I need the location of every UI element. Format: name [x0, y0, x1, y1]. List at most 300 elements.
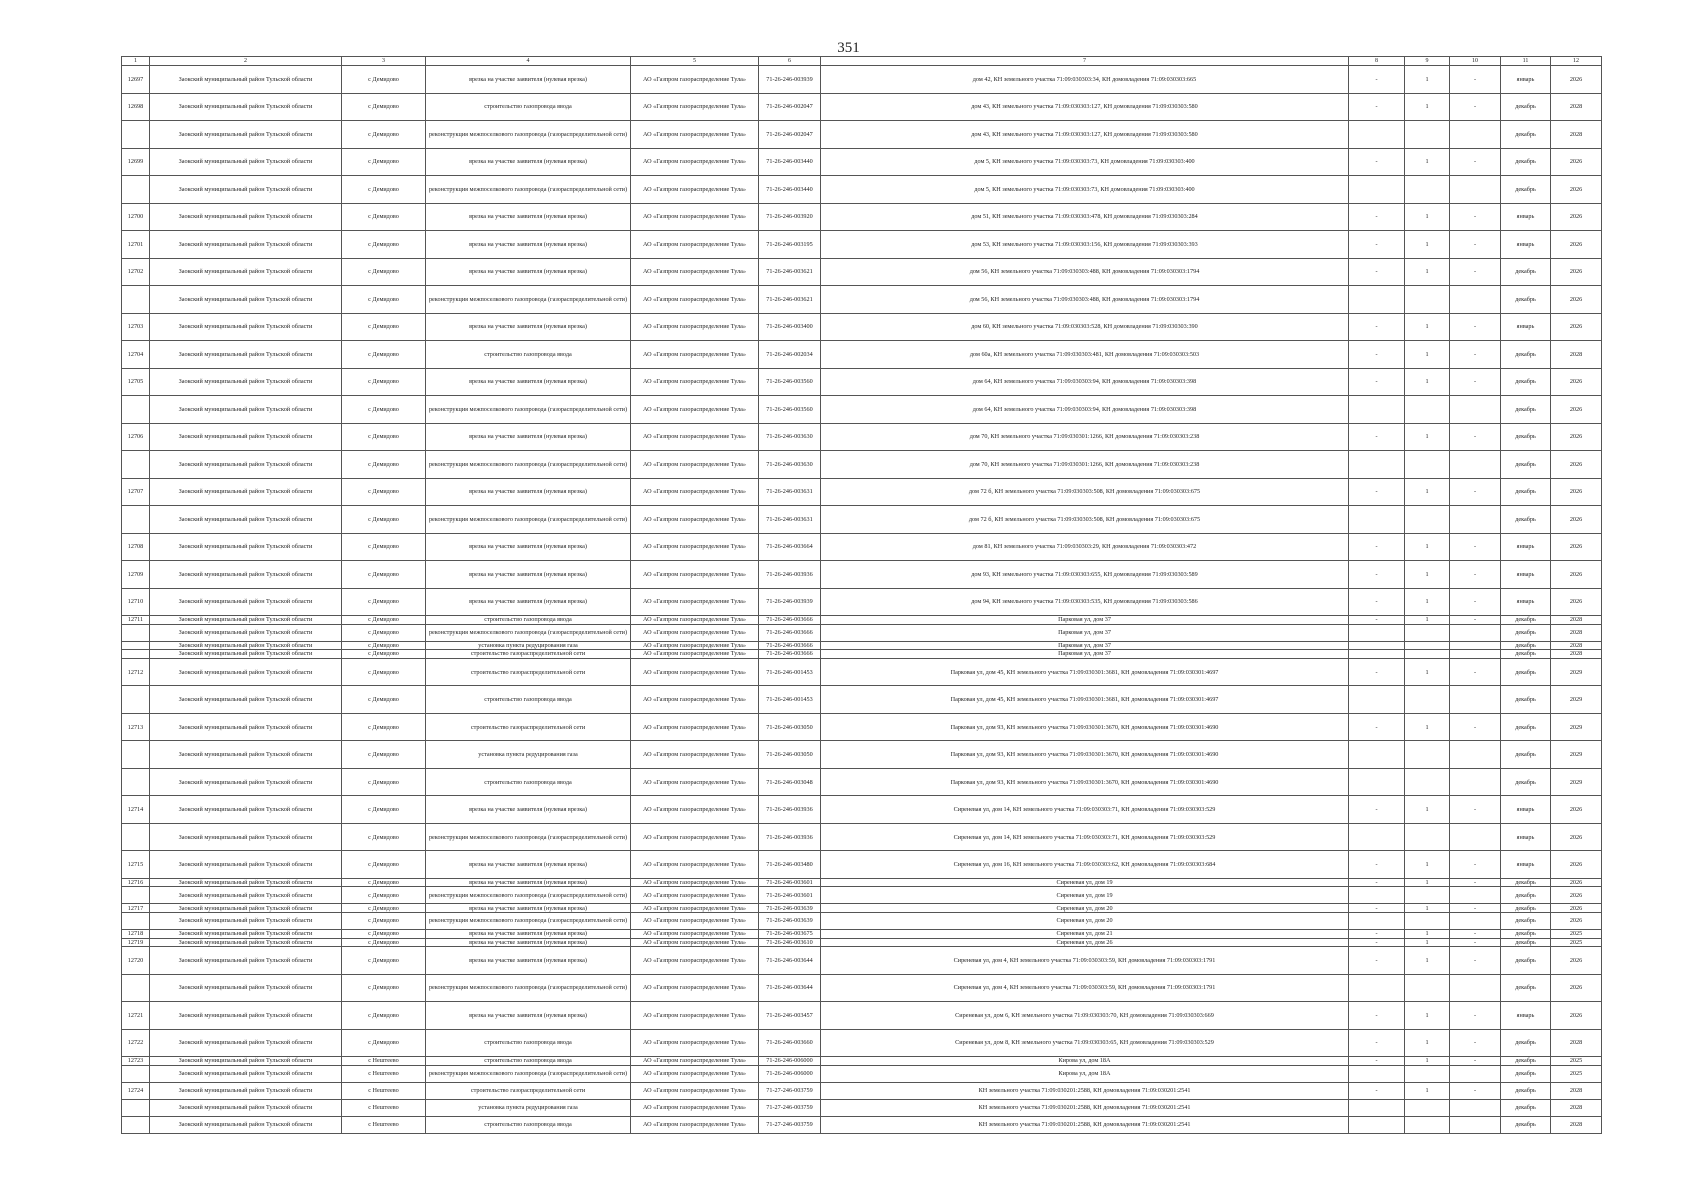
address-cell: Сиреневая ул, дом 19: [821, 887, 1349, 904]
table-row: [122, 451, 1602, 479]
application-number-cell: 71-26-246-003440: [759, 148, 821, 176]
organization-cell: АО «Газпром газораспределение Тула»: [631, 1082, 759, 1099]
work-type-cell: строительство газопровода ввода: [426, 1116, 631, 1133]
col-8-cell: -: [1349, 313, 1405, 341]
col-9-cell: 1: [1405, 231, 1450, 259]
organization-cell: АО «Газпром газораспределение Тула»: [631, 66, 759, 94]
address-cell: Парковая ул, дом 37: [821, 641, 1349, 650]
settlement-cell: с Демидово: [342, 533, 426, 561]
col-10-cell: -: [1450, 561, 1501, 589]
application-number-cell: 71-26-246-003666: [759, 624, 821, 641]
application-number-cell: 71-26-246-003610: [759, 938, 821, 947]
month-cell: декабрь: [1501, 1099, 1551, 1116]
application-number-cell: 71-26-246-001453: [759, 658, 821, 686]
organization-cell: АО «Газпром газораспределение Тула»: [631, 341, 759, 369]
row-number-cell: 12704: [122, 341, 150, 369]
year-cell: 2026: [1551, 974, 1602, 1002]
work-type-cell: врезка на участке заявителя (нулевая врезка): [426, 231, 631, 259]
month-cell: январь: [1501, 796, 1551, 824]
col-8-cell: -: [1349, 904, 1405, 913]
col-10-cell: [1450, 506, 1501, 534]
row-number-cell: 12702: [122, 258, 150, 286]
row-number-cell: [122, 451, 150, 479]
col-10-cell: [1450, 624, 1501, 641]
settlement-cell: с Нештеево: [342, 1082, 426, 1099]
work-type-cell: врезка на участке заявителя (нулевая врезка): [426, 148, 631, 176]
work-type-cell: врезка на участке заявителя (нулевая врезка): [426, 561, 631, 589]
application-number-cell: 71-26-246-003601: [759, 887, 821, 904]
table-row: [122, 974, 1602, 1002]
column-header-7: 7: [821, 57, 1349, 66]
col-10-cell: [1450, 912, 1501, 929]
district-cell: Заокский муниципальный район Тульской области: [150, 506, 342, 534]
organization-cell: АО «Газпром газораспределение Тула»: [631, 121, 759, 149]
row-number-cell: 12710: [122, 588, 150, 616]
work-type-cell: строительство газопровода ввода: [426, 1057, 631, 1066]
application-number-cell: 71-26-246-003560: [759, 368, 821, 396]
application-number-cell: 71-26-246-003631: [759, 478, 821, 506]
row-number-cell: 12713: [122, 713, 150, 741]
col-8-cell: [1349, 741, 1405, 769]
settlement-cell: с Демидово: [342, 947, 426, 975]
settlement-cell: с Демидово: [342, 929, 426, 938]
settlement-cell: с Демидово: [342, 823, 426, 851]
month-cell: декабрь: [1501, 878, 1551, 887]
row-number-cell: [122, 823, 150, 851]
col-8-cell: [1349, 121, 1405, 149]
month-cell: декабрь: [1501, 641, 1551, 650]
month-cell: декабрь: [1501, 713, 1551, 741]
month-cell: декабрь: [1501, 938, 1551, 947]
organization-cell: АО «Газпром газораспределение Тула»: [631, 887, 759, 904]
table-row: [122, 93, 1602, 121]
work-type-cell: врезка на участке заявителя (нулевая врезка): [426, 929, 631, 938]
work-type-cell: врезка на участке заявителя (нулевая врезка): [426, 1002, 631, 1030]
settlement-cell: с Демидово: [342, 938, 426, 947]
col-8-cell: -: [1349, 368, 1405, 396]
work-type-cell: установка пункта редуцирования газа: [426, 741, 631, 769]
row-number-cell: 12718: [122, 929, 150, 938]
address-cell: Сиреневая ул, дом 14, КН земельного участка 71:09:030303:71, КН домовладения 71:09:030303:529: [821, 823, 1349, 851]
table-header: [122, 57, 1602, 66]
address-cell: дом 5, КН земельного участка 71:09:030303:73, КН домовладения 71:09:030303:400: [821, 148, 1349, 176]
month-cell: декабрь: [1501, 616, 1551, 625]
col-10-cell: [1450, 741, 1501, 769]
district-cell: Заокский муниципальный район Тульской области: [150, 912, 342, 929]
year-cell: 2026: [1551, 506, 1602, 534]
col-8-cell: -: [1349, 947, 1405, 975]
row-number-cell: 12697: [122, 66, 150, 94]
row-number-cell: [122, 741, 150, 769]
year-cell: 2026: [1551, 904, 1602, 913]
year-cell: 2026: [1551, 286, 1602, 314]
district-cell: Заокский муниципальный район Тульской области: [150, 478, 342, 506]
organization-cell: АО «Газпром газораспределение Тула»: [631, 929, 759, 938]
row-number-cell: 12722: [122, 1029, 150, 1057]
address-cell: Сиреневая ул, дом 20: [821, 904, 1349, 913]
address-cell: дом 64, КН земельного участка 71:09:030303:94, КН домовладения 71:09:030303:398: [821, 368, 1349, 396]
settlement-cell: с Демидово: [342, 176, 426, 204]
row-number-cell: 12720: [122, 947, 150, 975]
organization-cell: АО «Газпром газораспределение Тула»: [631, 203, 759, 231]
organization-cell: АО «Газпром газораспределение Тула»: [631, 368, 759, 396]
application-number-cell: 71-26-246-003639: [759, 904, 821, 913]
col-10-cell: -: [1450, 368, 1501, 396]
organization-cell: АО «Газпром газораспределение Тула»: [631, 938, 759, 947]
organization-cell: АО «Газпром газораспределение Тула»: [631, 258, 759, 286]
table-row: [122, 286, 1602, 314]
col-9-cell: [1405, 176, 1450, 204]
settlement-cell: с Демидово: [342, 641, 426, 650]
col-9-cell: [1405, 451, 1450, 479]
work-type-cell: реконструкция межпоселкового газопровода (газораспределительной сети): [426, 887, 631, 904]
year-cell: 2028: [1551, 121, 1602, 149]
application-number-cell: 71-26-246-003601: [759, 878, 821, 887]
address-cell: дом 72 б, КН земельного участка 71:09:030303:508, КН домовладения 71:09:030303:675: [821, 506, 1349, 534]
month-cell: декабрь: [1501, 1082, 1551, 1099]
col-10-cell: -: [1450, 947, 1501, 975]
year-cell: 2026: [1551, 588, 1602, 616]
col-9-cell: 1: [1405, 616, 1450, 625]
application-number-cell: 71-26-246-002047: [759, 93, 821, 121]
table-row: [122, 713, 1602, 741]
col-10-cell: [1450, 451, 1501, 479]
col-10-cell: [1450, 974, 1501, 1002]
application-number-cell: 71-26-246-006000: [759, 1065, 821, 1082]
district-cell: Заокский муниципальный район Тульской области: [150, 974, 342, 1002]
work-type-cell: врезка на участке заявителя (нулевая врезка): [426, 796, 631, 824]
address-cell: Сиреневая ул, дом 21: [821, 929, 1349, 938]
col-9-cell: [1405, 887, 1450, 904]
settlement-cell: с Демидово: [342, 313, 426, 341]
col-8-cell: -: [1349, 231, 1405, 259]
address-cell: дом 53, КН земельного участка 71:09:030303:156, КН домовладения 71:09:030303:393: [821, 231, 1349, 259]
col-9-cell: [1405, 1116, 1450, 1133]
col-10-cell: [1450, 286, 1501, 314]
work-type-cell: врезка на участке заявителя (нулевая врезка): [426, 423, 631, 451]
year-cell: 2026: [1551, 533, 1602, 561]
work-type-cell: строительство газопровода ввода: [426, 768, 631, 796]
organization-cell: АО «Газпром газораспределение Тула»: [631, 912, 759, 929]
organization-cell: АО «Газпром газораспределение Тула»: [631, 1057, 759, 1066]
table-row: [122, 887, 1602, 904]
col-8-cell: [1349, 176, 1405, 204]
col-8-cell: -: [1349, 1082, 1405, 1099]
district-cell: Заокский муниципальный район Тульской области: [150, 588, 342, 616]
col-10-cell: [1450, 650, 1501, 659]
table-row: [122, 1002, 1602, 1030]
col-9-cell: [1405, 823, 1450, 851]
district-cell: Заокский муниципальный район Тульской области: [150, 641, 342, 650]
district-cell: Заокский муниципальный район Тульской области: [150, 121, 342, 149]
col-9-cell: [1405, 121, 1450, 149]
col-8-cell: [1349, 912, 1405, 929]
month-cell: январь: [1501, 203, 1551, 231]
column-number-row: [122, 57, 1602, 66]
organization-cell: АО «Газпром газораспределение Тула»: [631, 396, 759, 424]
work-type-cell: врезка на участке заявителя (нулевая врезка): [426, 203, 631, 231]
col-8-cell: -: [1349, 658, 1405, 686]
year-cell: 2028: [1551, 616, 1602, 625]
col-9-cell: 1: [1405, 1029, 1450, 1057]
district-cell: Заокский муниципальный район Тульской области: [150, 796, 342, 824]
address-cell: Парковая ул, дом 93, КН земельного участка 71:09:030301:3670, КН домовладения 71:09:030301:4690: [821, 768, 1349, 796]
application-number-cell: 71-26-246-006000: [759, 1057, 821, 1066]
table-row: [122, 66, 1602, 94]
month-cell: декабрь: [1501, 1065, 1551, 1082]
col-8-cell: [1349, 286, 1405, 314]
table-row: [122, 1057, 1602, 1066]
table-row: [122, 650, 1602, 659]
district-cell: Заокский муниципальный район Тульской области: [150, 741, 342, 769]
year-cell: 2029: [1551, 713, 1602, 741]
year-cell: 2026: [1551, 851, 1602, 879]
settlement-cell: с Нештеево: [342, 1065, 426, 1082]
year-cell: 2026: [1551, 561, 1602, 589]
col-9-cell: 1: [1405, 423, 1450, 451]
application-number-cell: 71-26-246-003664: [759, 533, 821, 561]
settlement-cell: с Демидово: [342, 713, 426, 741]
year-cell: 2026: [1551, 203, 1602, 231]
row-number-cell: 12721: [122, 1002, 150, 1030]
year-cell: 2025: [1551, 929, 1602, 938]
table-row: [122, 904, 1602, 913]
month-cell: декабрь: [1501, 341, 1551, 369]
column-header-4: 4: [426, 57, 631, 66]
table-row: [122, 1065, 1602, 1082]
row-number-cell: 12719: [122, 938, 150, 947]
row-number-cell: [122, 1116, 150, 1133]
col-8-cell: -: [1349, 93, 1405, 121]
col-9-cell: [1405, 1065, 1450, 1082]
district-cell: Заокский муниципальный район Тульской области: [150, 368, 342, 396]
organization-cell: АО «Газпром газораспределение Тула»: [631, 176, 759, 204]
address-cell: Сиреневая ул, дом 16, КН земельного участка 71:09:030303:62, КН домовладения 71:09:030303:684: [821, 851, 1349, 879]
col-8-cell: -: [1349, 878, 1405, 887]
month-cell: январь: [1501, 561, 1551, 589]
district-cell: Заокский муниципальный район Тульской области: [150, 451, 342, 479]
table-row: [122, 368, 1602, 396]
address-cell: Парковая ул, дом 45, КН земельного участка 71:09:030301:3681, КН домовладения 71:09:030301:4697: [821, 658, 1349, 686]
col-9-cell: [1405, 741, 1450, 769]
month-cell: январь: [1501, 851, 1551, 879]
table-row: [122, 624, 1602, 641]
organization-cell: АО «Газпром газораспределение Тула»: [631, 658, 759, 686]
work-type-cell: строительство газопровода ввода: [426, 616, 631, 625]
settlement-cell: с Демидово: [342, 851, 426, 879]
district-cell: Заокский муниципальный район Тульской области: [150, 947, 342, 975]
month-cell: январь: [1501, 231, 1551, 259]
organization-cell: АО «Газпром газораспределение Тула»: [631, 1029, 759, 1057]
organization-cell: АО «Газпром газораспределение Тула»: [631, 947, 759, 975]
col-8-cell: -: [1349, 148, 1405, 176]
address-cell: Сиреневая ул, дом 8, КН земельного участка 71:09:030303:65, КН домовладения 71:09:030303:529: [821, 1029, 1349, 1057]
work-type-cell: врезка на участке заявителя (нулевая врезка): [426, 258, 631, 286]
application-number-cell: 71-26-246-003630: [759, 423, 821, 451]
row-number-cell: 12700: [122, 203, 150, 231]
page-number: 351: [837, 40, 860, 56]
address-cell: Парковая ул, дом 93, КН земельного участка 71:09:030301:3670, КН домовладения 71:09:030301:4690: [821, 713, 1349, 741]
year-cell: 2025: [1551, 1057, 1602, 1066]
settlement-cell: с Демидово: [342, 478, 426, 506]
address-cell: дом 5, КН земельного участка 71:09:030303:73, КН домовладения 71:09:030303:400: [821, 176, 1349, 204]
col-9-cell: 1: [1405, 1082, 1450, 1099]
application-number-cell: 71-26-246-003195: [759, 231, 821, 259]
col-10-cell: [1450, 396, 1501, 424]
col-10-cell: [1450, 176, 1501, 204]
settlement-cell: с Нештеево: [342, 1099, 426, 1116]
row-number-cell: [122, 641, 150, 650]
col-8-cell: -: [1349, 203, 1405, 231]
month-cell: декабрь: [1501, 368, 1551, 396]
col-8-cell: -: [1349, 1057, 1405, 1066]
col-9-cell: [1405, 686, 1450, 714]
district-cell: Заокский муниципальный район Тульской области: [150, 258, 342, 286]
row-number-cell: [122, 974, 150, 1002]
address-cell: Парковая ул, дом 37: [821, 650, 1349, 659]
col-10-cell: -: [1450, 588, 1501, 616]
col-9-cell: 1: [1405, 93, 1450, 121]
work-type-cell: врезка на участке заявителя (нулевая врезка): [426, 313, 631, 341]
column-header-11: 11: [1501, 57, 1551, 66]
year-cell: 2026: [1551, 313, 1602, 341]
table-row: [122, 768, 1602, 796]
col-9-cell: [1405, 912, 1450, 929]
application-number-cell: 71-27-246-003759: [759, 1099, 821, 1116]
month-cell: декабрь: [1501, 650, 1551, 659]
row-number-cell: 12723: [122, 1057, 150, 1066]
district-cell: Заокский муниципальный район Тульской области: [150, 423, 342, 451]
year-cell: 2026: [1551, 423, 1602, 451]
col-8-cell: -: [1349, 1029, 1405, 1057]
table-row: [122, 506, 1602, 534]
district-cell: Заокский муниципальный район Тульской области: [150, 203, 342, 231]
row-number-cell: [122, 1065, 150, 1082]
year-cell: 2029: [1551, 686, 1602, 714]
organization-cell: АО «Газпром газораспределение Тула»: [631, 650, 759, 659]
year-cell: 2026: [1551, 878, 1602, 887]
month-cell: декабрь: [1501, 947, 1551, 975]
settlement-cell: с Демидово: [342, 1002, 426, 1030]
col-10-cell: -: [1450, 203, 1501, 231]
organization-cell: АО «Газпром газораспределение Тула»: [631, 451, 759, 479]
settlement-cell: с Демидово: [342, 93, 426, 121]
month-cell: январь: [1501, 823, 1551, 851]
work-type-cell: реконструкция межпоселкового газопровода (газораспределительной сети): [426, 624, 631, 641]
row-number-cell: 12706: [122, 423, 150, 451]
address-cell: Кирова ул, дом 18А: [821, 1057, 1349, 1066]
table-row: [122, 176, 1602, 204]
table-row: [122, 851, 1602, 879]
col-10-cell: [1450, 1065, 1501, 1082]
month-cell: декабрь: [1501, 1116, 1551, 1133]
work-type-cell: врезка на участке заявителя (нулевая врезка): [426, 851, 631, 879]
column-header-2: 2: [150, 57, 342, 66]
work-type-cell: строительство газораспределительной сети: [426, 658, 631, 686]
table-row: [122, 423, 1602, 451]
month-cell: январь: [1501, 66, 1551, 94]
application-number-cell: 71-26-246-003666: [759, 641, 821, 650]
work-type-cell: строительство газораспределительной сети: [426, 1082, 631, 1099]
col-8-cell: -: [1349, 796, 1405, 824]
col-10-cell: -: [1450, 904, 1501, 913]
table-row: [122, 947, 1602, 975]
col-10-cell: [1450, 641, 1501, 650]
month-cell: декабрь: [1501, 176, 1551, 204]
work-type-cell: строительство газораспределительной сети: [426, 650, 631, 659]
row-number-cell: [122, 650, 150, 659]
address-cell: дом 42, КН земельного участка 71:09:030303:34, КН домовладения 71:09:030303:665: [821, 66, 1349, 94]
settlement-cell: с Демидово: [342, 1029, 426, 1057]
organization-cell: АО «Газпром газораспределение Тула»: [631, 713, 759, 741]
month-cell: декабрь: [1501, 121, 1551, 149]
year-cell: 2028: [1551, 641, 1602, 650]
col-10-cell: -: [1450, 878, 1501, 887]
organization-cell: АО «Газпром газораспределение Тула»: [631, 796, 759, 824]
settlement-cell: с Демидово: [342, 368, 426, 396]
col-9-cell: 1: [1405, 796, 1450, 824]
row-number-cell: [122, 121, 150, 149]
table-row: [122, 938, 1602, 947]
col-10-cell: -: [1450, 478, 1501, 506]
column-header-3: 3: [342, 57, 426, 66]
row-number-cell: 12705: [122, 368, 150, 396]
col-10-cell: [1450, 887, 1501, 904]
year-cell: 2026: [1551, 148, 1602, 176]
table-row: [122, 878, 1602, 887]
settlement-cell: с Демидово: [342, 203, 426, 231]
month-cell: декабрь: [1501, 929, 1551, 938]
year-cell: 2026: [1551, 887, 1602, 904]
address-cell: Сиреневая ул, дом 26: [821, 938, 1349, 947]
district-cell: Заокский муниципальный район Тульской области: [150, 650, 342, 659]
address-cell: дом 64, КН земельного участка 71:09:030303:94, КН домовладения 71:09:030303:398: [821, 396, 1349, 424]
address-cell: Сиреневая ул, дом 19: [821, 878, 1349, 887]
work-type-cell: реконструкция межпоселкового газопровода (газораспределительной сети): [426, 1065, 631, 1082]
organization-cell: АО «Газпром газораспределение Тула»: [631, 93, 759, 121]
column-header-5: 5: [631, 57, 759, 66]
application-number-cell: 71-26-246-003644: [759, 974, 821, 1002]
district-cell: Заокский муниципальный район Тульской области: [150, 938, 342, 947]
work-type-cell: реконструкция межпоселкового газопровода (газораспределительной сети): [426, 974, 631, 1002]
application-number-cell: 71-26-246-003457: [759, 1002, 821, 1030]
col-10-cell: -: [1450, 658, 1501, 686]
settlement-cell: с Демидово: [342, 148, 426, 176]
col-8-cell: [1349, 887, 1405, 904]
work-type-cell: реконструкция межпоселкового газопровода (газораспределительной сети): [426, 286, 631, 314]
address-cell: Парковая ул, дом 37: [821, 624, 1349, 641]
district-cell: Заокский муниципальный район Тульской области: [150, 533, 342, 561]
col-10-cell: -: [1450, 93, 1501, 121]
application-number-cell: 71-26-246-001453: [759, 686, 821, 714]
organization-cell: АО «Газпром газораспределение Тула»: [631, 423, 759, 451]
month-cell: январь: [1501, 533, 1551, 561]
col-8-cell: -: [1349, 533, 1405, 561]
col-10-cell: [1450, 1116, 1501, 1133]
col-8-cell: -: [1349, 341, 1405, 369]
work-type-cell: реконструкция межпоселкового газопровода (газораспределительной сети): [426, 823, 631, 851]
col-10-cell: -: [1450, 1057, 1501, 1066]
table-row: [122, 313, 1602, 341]
col-8-cell: -: [1349, 66, 1405, 94]
table-row: [122, 1099, 1602, 1116]
col-8-cell: -: [1349, 561, 1405, 589]
application-number-cell: 71-26-246-003630: [759, 451, 821, 479]
year-cell: 2026: [1551, 66, 1602, 94]
address-cell: КН земельного участка 71:09:030201:2588, КН домовладения 71:09:030201:2541: [821, 1082, 1349, 1099]
col-9-cell: [1405, 974, 1450, 1002]
row-number-cell: 12715: [122, 851, 150, 879]
